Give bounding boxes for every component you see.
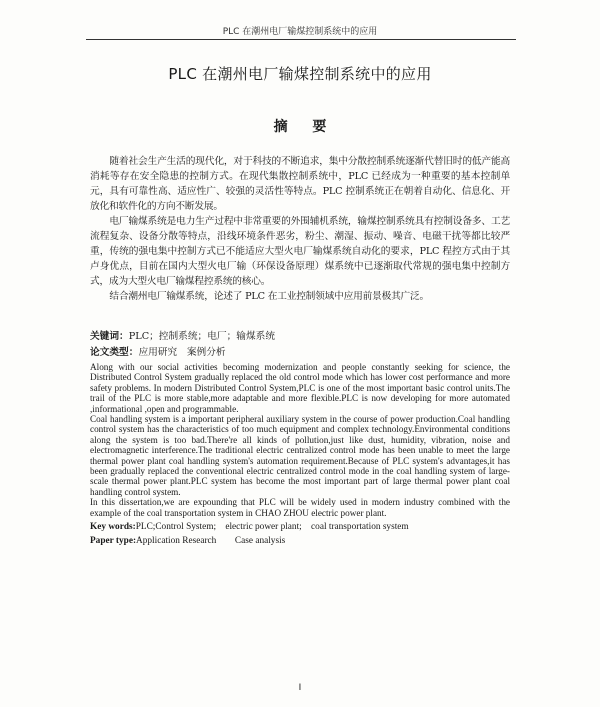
abstract-zh-paragraph: 随着社会生产生活的现代化，对于科技的不断追求，集中分散控制系统逐渐代替旧时的低产能高消耗等存在安全隐患的控制方式。在现代集散控制系统中，PLC 已经成为一种重要的基本控制单元，具有可靠性高、适应性广、较强的灵活性等特点。PLC 控制系统正在朝着自动化、信息化、开放化和软件化的方向不断发展。 xyxy=(90,156,510,212)
abstract-en-paragraph: In this dissertation,we are expounding that PLC will be widely used in modern industry combined with the example of the coal transportation system in CHAO ZHOU electric power plant. xyxy=(90,497,510,518)
paper-type-zh-value: 应用研究 案例分析 xyxy=(138,347,226,358)
abstract-zh-paragraph: 电厂输煤系统是电力生产过程中非常重要的外围辅机系统，输煤控制系统具有控制设备多、工艺流程复杂、设备分散等特点，沿线环境条件恶劣，粉尘、潮湿、振动、噪音、电磁干扰等都比较严重，传统的强电集中控制方式已不能适应大型火电厂输煤系统自动化的要求，PLC 程控方式由于其卢身优点，目前在国内大型火电厂输（环保设备原理）煤系统中已逐渐取代常规的强电集中控制方式，成为大型火电厂输煤程控系统的核心。 xyxy=(90,216,510,287)
paper-type-en-value: Application Research Case analysis xyxy=(136,536,286,546)
keywords-zh-label: 关键词： xyxy=(90,331,129,342)
abstract-zh xyxy=(90,154,510,304)
page-number: I xyxy=(298,683,302,693)
page-title: PLC 在潮州电厂输煤控制系统中的应用 xyxy=(168,65,432,83)
keywords-en-label: Key words: xyxy=(90,522,136,532)
keywords-en xyxy=(90,521,510,533)
header-rule xyxy=(86,39,516,40)
keywords-en-value: PLC;Control System; electric power plant; coal transportation system xyxy=(135,522,409,532)
paper-type-en xyxy=(90,535,510,547)
paper-type-zh xyxy=(90,345,510,360)
keywords-zh-value: PLC；控制系统；电厂；输煤系统 xyxy=(128,331,276,342)
paper-type-zh-label: 论文类型： xyxy=(90,347,139,358)
running-header: PLC 在潮州电厂输煤控制系统中的应用 xyxy=(222,27,378,37)
abstract-en-paragraph: Along with our social activities becoming modernization and people constantly seeking for science, the Distributed Control System gradually replaced the old control mode which has lower cost performance and more safety problems. In modern Distributed Control System,PLC is one of the most important basic control units.The trail of the PLC is more stable,more adaptable and more flexible.PLC is now developing for more automated ,informational ,open and programmable. xyxy=(90,362,510,414)
abstract-en-paragraph: Coal handling system is a important peripheral auxiliary system in the course of power production.Coal handling control system has the characteristics of too much equipment and complex technology.Environmental conditions along the system is too bad.There're all kinds of pollution,just like dust, humidity, vibration, noise and electromagnetic interference.The traditional electric centralized control mode has been unable to meet the large thermal power plant coal handling system's automation requirement.Because of PLC system's advantages,it has been gradually replaced the conventional electric centralized control mode in the coal handling system of large-scale thermal power plant.PLC system has become the most important part of large thermal power plant coal handling control system. xyxy=(90,414,510,497)
keywords-zh xyxy=(90,329,510,344)
abstract-en xyxy=(90,362,510,518)
abstract-heading: 摘 要 xyxy=(273,119,337,135)
abstract-zh-paragraph: 结合潮州电厂输煤系统，论述了 PLC 在工业控制领域中应用前景极其广泛。 xyxy=(109,291,430,302)
paper-type-en-label: Paper type: xyxy=(90,536,137,546)
